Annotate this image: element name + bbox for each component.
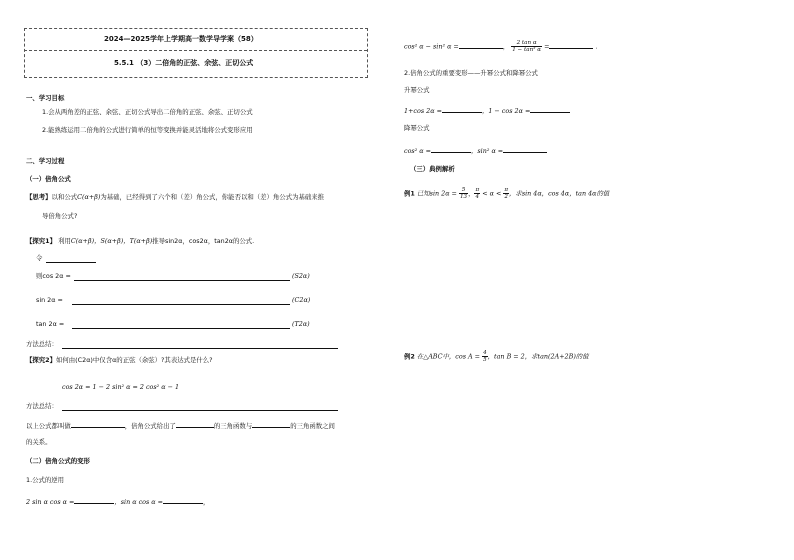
method-summary-1-blank[interactable] — [62, 348, 338, 349]
f-comma: ， — [502, 42, 510, 51]
sin2a-blank[interactable] — [72, 304, 290, 305]
tan-fraction-num: 2 tan α — [511, 40, 542, 47]
section-goals: 一、学习目标 — [26, 94, 65, 102]
tan-fraction-blank[interactable] — [549, 41, 593, 49]
rev-f2: ，sin α cos α = — [114, 498, 164, 506]
example2-frac-den: 5 — [483, 357, 487, 363]
explore1-tag: 【探究1】 — [26, 237, 57, 245]
down-f1: cos² α = — [404, 147, 432, 155]
think-symbol: C(α+β) — [77, 193, 101, 201]
f-eq: = — [544, 42, 550, 51]
tan-fraction-den: 1 − tan² α — [512, 47, 542, 53]
subsection-double-angle: （一）倍角公式 — [26, 175, 71, 183]
method-summary-1: 方法总结： — [26, 340, 58, 348]
tan-fraction — [511, 40, 542, 53]
example1-frac-2 — [474, 187, 480, 200]
f-dot: . — [595, 42, 598, 51]
example-2 — [404, 350, 589, 363]
title-separator — [24, 50, 367, 51]
explore2-tag: 【探究2】 — [26, 356, 57, 364]
f-cos2-sin2: cos² α − sin² α = — [404, 42, 459, 51]
explore-2 — [26, 356, 213, 364]
sin2a-label: sin 2α = — [36, 296, 63, 304]
example-1 — [404, 187, 609, 200]
rev-end: ， — [203, 498, 210, 506]
explore1-text-a: 利用 — [58, 237, 71, 245]
lesson-subtitle: 5.5.1 （3）二倍角的正弦、余弦、正切公式 — [114, 59, 254, 67]
subsection-variants: （二）倍角公式的变形 — [26, 457, 90, 465]
summary-c: 的三角函数与 — [213, 422, 253, 430]
up-f2: ，1 − cos 2α = — [481, 107, 531, 115]
explore1-text-b: 推导sin2α，cos2α，tan2α的公式. — [152, 237, 255, 245]
down-blank-1[interactable] — [431, 145, 471, 153]
example1-frac-1-den: 13 — [459, 194, 468, 200]
reverse-use: 1.公式的逆用 — [26, 476, 65, 484]
example1-frac-3-den: 2 — [504, 194, 508, 200]
explore1-symbols: C(α+β)，S(α+β)，T(α+β) — [70, 237, 153, 245]
think-text-b: 为基础，已经得到了六个和（差）角公式，你能否以和（差）角公式为基础来推 — [100, 193, 325, 201]
reverse-formulas — [26, 496, 209, 506]
example2-a: 在△ABC中，cos A = — [416, 352, 481, 361]
example1-a: 已知sin 2α = — [416, 189, 457, 198]
think-text-a: 以和公式 — [51, 193, 78, 201]
example1-frac-1-num: 5 — [459, 187, 468, 194]
explore2-formula: cos 2α = 1 − 2 sin² α = 2 cos² α − 1 — [62, 383, 180, 391]
section-process: 二、学习过程 — [26, 157, 65, 165]
up-blank-2[interactable] — [530, 105, 570, 113]
summary-d: 的三角函数之间 — [290, 422, 335, 430]
explore-1 — [26, 237, 254, 245]
f-cos2-sin2-blank[interactable] — [459, 41, 503, 49]
rev-blank-1[interactable] — [74, 496, 114, 504]
formula-tag-c: (C2α) — [292, 296, 311, 304]
goal-1: 1.会从两角差的正弦、余弦、正切公式导出二倍角的正弦、余弦、正切公式 — [42, 108, 253, 116]
cos2a-blank[interactable] — [74, 280, 290, 281]
raise-power-label: 升幂公式 — [404, 86, 430, 94]
think-line-2: 导倍角公式? — [42, 212, 78, 220]
example1-frac-2-num: π — [475, 187, 480, 193]
down-blank-2[interactable] — [503, 145, 547, 153]
up-f1: 1+cos 2α = — [404, 107, 442, 115]
goal-2: 2.能熟练运用二倍角的公式进行简单的恒等变换并能灵活地将公式变形应用 — [42, 126, 253, 134]
summary-e: 的关系。 — [26, 438, 52, 446]
let-label: 令 — [36, 254, 43, 262]
raise-power-formulas — [404, 105, 570, 115]
formula-tag-s: (S2α) — [292, 272, 310, 280]
example1-lt: < α < — [482, 189, 502, 198]
example2-tag: 例2 — [404, 352, 415, 361]
summary-blank-2[interactable] — [176, 420, 214, 428]
let-blank[interactable] — [46, 262, 96, 263]
tan2a-blank[interactable] — [72, 328, 290, 329]
summary-b: ，倍角公式给出了 — [124, 422, 176, 430]
method-summary-2-blank[interactable] — [62, 410, 338, 411]
example1-comma: ， — [468, 189, 475, 198]
explore2-text: 如何由(C2α)中仅含α的正弦（余弦）?其表达式是什么? — [56, 356, 213, 364]
think-paragraph — [26, 193, 324, 201]
lower-power-label: 降幂公式 — [404, 124, 430, 132]
up-blank-1[interactable] — [442, 105, 482, 113]
example1-frac-3-num: π — [504, 187, 509, 193]
variant-heading: 2.倍角公式的重要变形——升幂公式和降幂公式 — [404, 69, 538, 77]
summary-blank-1[interactable] — [71, 420, 125, 428]
example1-frac-1 — [459, 187, 468, 200]
right-top-formulas — [404, 40, 598, 53]
example2-frac-num: 4 — [483, 350, 487, 356]
down-f2: ，sin² α = — [471, 147, 504, 155]
think-tag: 【思考】 — [26, 193, 52, 201]
lower-power-formulas — [404, 145, 547, 155]
example1-frac-2-den: 4 — [475, 194, 480, 200]
method-summary-2: 方法总结： — [26, 402, 58, 410]
section-examples: （三）典例解析 — [410, 165, 455, 173]
example1-tag: 例1 — [404, 189, 415, 198]
summary-paragraph — [26, 420, 335, 430]
page-title: 2024—2025学年上学期高一数学导学案（58） — [104, 35, 258, 43]
example2-b: ，tan B = 2，求tan(2A+2B)的值 — [487, 352, 589, 361]
rev-blank-2[interactable] — [163, 496, 203, 504]
tan2a-label: tan 2α = — [36, 320, 65, 328]
example1-b: ，求sin 4α，cos 4α，tan 4α的值 — [509, 189, 610, 198]
rev-f1: 2 sin α cos α = — [26, 498, 75, 506]
cos2a-label: 则cos 2α = — [36, 272, 71, 280]
summary-a: 以上公式都叫做 — [26, 422, 71, 430]
formula-tag-t: (T2α) — [292, 320, 310, 328]
summary-blank-3[interactable] — [252, 420, 290, 428]
